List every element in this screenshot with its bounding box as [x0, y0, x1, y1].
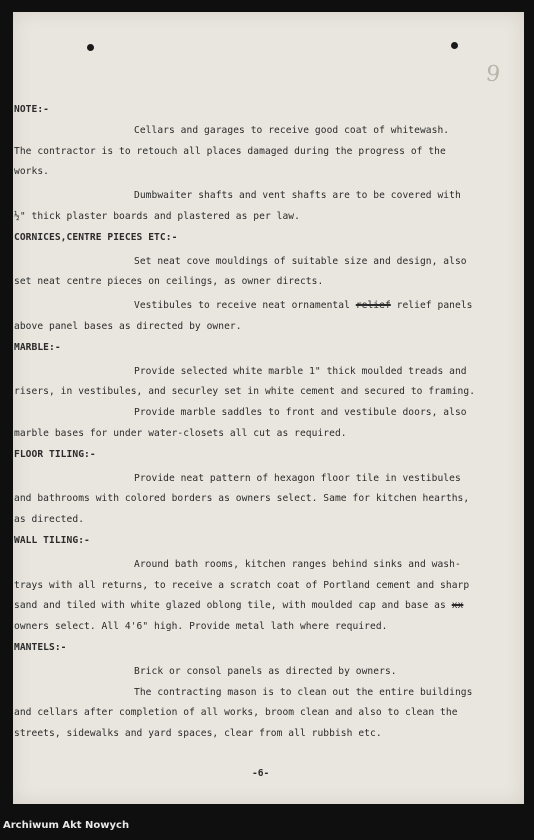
struck-word: relief	[355, 300, 391, 312]
text-line: Provide marble saddles to front and vestibule doors, also	[134, 407, 467, 419]
text-line: Dumbwaiter shafts and vent shafts are to be covered with	[134, 190, 461, 202]
text-line: marble bases for under water-closets all cut as required.	[14, 427, 347, 439]
text-line	[14, 296, 504, 317]
punch-hole-left	[87, 44, 94, 51]
text-segment: Vestibules to receive neat ornamental	[134, 300, 350, 312]
heading-mantels: MANTELS:-	[14, 641, 67, 653]
text-line: and bathrooms with colored borders as owners select. Same for kitchen hearths,	[14, 493, 470, 505]
text-segment: relief panels	[390, 300, 473, 312]
text-line: Around bath rooms, kitchen ranges behind sinks and wash-	[134, 558, 461, 570]
text-line: ½" thick plaster boards and plastered as per law.	[14, 210, 300, 222]
punch-hole-right	[451, 42, 458, 49]
text-line: works.	[14, 166, 50, 178]
text-line: Provide neat pattern of hexagon floor tile in vestibules	[134, 472, 461, 484]
heading-note: NOTE:-	[14, 104, 50, 115]
text-line: and cellars after completion of all works, broom clean and also to clean the	[14, 707, 458, 719]
text-line: Provide selected white marble 1" thick moulded treads and	[134, 365, 467, 377]
archive-label: Archiwum Akt Nowych	[3, 820, 130, 831]
margin-mark: 9	[484, 61, 502, 88]
text-line: The contractor is to retouch all places damaged during the progress of the	[14, 145, 446, 157]
heading-floor-tiling: FLOOR TILING:-	[14, 448, 96, 460]
text-line: set neat centre pieces on ceilings, as owner directs.	[14, 276, 324, 288]
page-number: -6-	[252, 768, 270, 779]
text-line	[14, 596, 504, 617]
text-line: Brick or consol panels as directed by owners.	[134, 665, 397, 677]
text-line: streets, sidewalks and yard spaces, clear from all rubbish etc.	[14, 728, 382, 740]
heading-marble: MARBLE:-	[14, 341, 61, 353]
text-line: owners select. All 4'6" high. Provide metal lath where required.	[14, 621, 388, 633]
heading-wall-tiling: WALL TILING:-	[14, 534, 90, 546]
text-line: as directed.	[14, 514, 85, 526]
struck-word: xx	[451, 600, 464, 612]
heading-cornices: CORNICES,CENTRE PIECES ETC:-	[14, 231, 178, 243]
text-line: Cellars and garages to receive good coat of whitewash.	[134, 124, 450, 136]
document-text	[14, 100, 504, 745]
text-line: risers, in vestibules, and securley set in white cement and secured to framing.	[14, 386, 476, 398]
text-line: trays with all returns, to receive a scratch coat of Portland cement and sharp	[14, 579, 470, 591]
text-segment: sand and tiled with white glazed oblong tile, with moulded cap and base as	[14, 600, 446, 612]
text-line: Set neat cove mouldings of suitable size and design, also	[134, 255, 467, 267]
text-line: The contracting mason is to clean out the entire buildings	[134, 686, 473, 698]
text-line: above panel bases as directed by owner.	[14, 320, 242, 332]
